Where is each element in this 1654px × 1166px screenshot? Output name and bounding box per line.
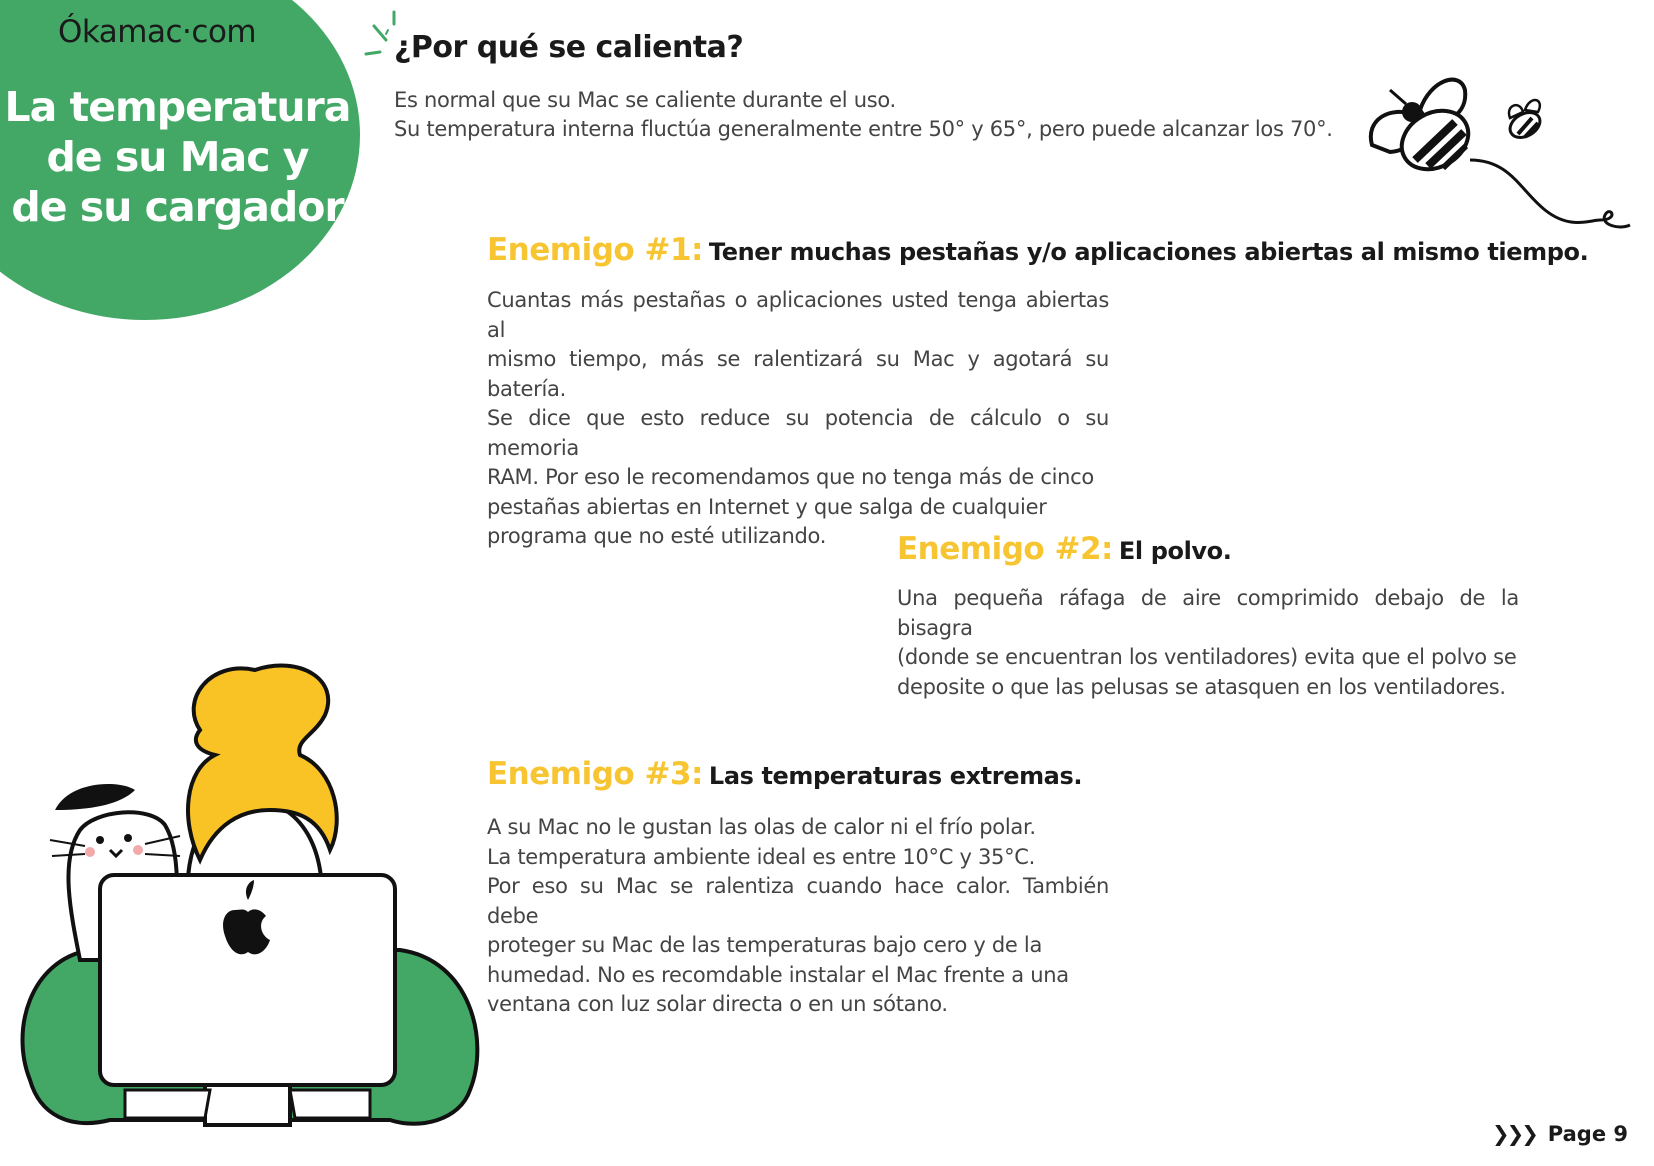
page-title-line-2: de su Mac y: [46, 133, 309, 181]
enemy-3-body: [487, 813, 1109, 1020]
enemy-2-label: Enemigo #2:: [897, 531, 1113, 567]
enemy-2-line-3: deposite o que las pelusas se atasquen en los ventiladores.: [897, 674, 1506, 699]
person-cat-computer-illustration: [0, 660, 500, 1160]
page-title-line-3: de su cargador: [11, 183, 344, 231]
brand-logo-text: Ókamac·com: [58, 14, 257, 50]
page-title-line-1: La temperatura: [4, 83, 351, 131]
enemy-1-heading: [487, 232, 1588, 268]
enemy-1-line-2: mismo tiempo, más se ralentizará su Mac y agotará su batería.: [487, 347, 1109, 401]
enemy-3-heading: [487, 756, 1082, 792]
chevrons-right-icon: ❯❯❯: [1492, 1122, 1536, 1146]
enemy-1-line-4: RAM. Por eso le recomendamos que no tenga más de cinco: [487, 465, 1094, 489]
bees-illustration: [1360, 60, 1640, 250]
enemy-2-line-2: (donde se encuentran los ventiladores) evita que el polvo se: [897, 645, 1517, 669]
enemy-2-title: El polvo.: [1118, 537, 1232, 565]
enemy-1-line-5: pestañas abiertas en Internet y que salga de cualquier: [487, 494, 1047, 519]
intro-line-2: Su temperatura interna fluctúa generalmente entre 50° y 65°, pero puede alcanzar los 70°.: [394, 117, 1333, 141]
enemy-3-line-1: A su Mac no le gustan las olas de calor ni el frío polar.: [487, 815, 1036, 839]
enemy-1-line-3: Se dice que esto reduce su potencia de cálculo o su memoria: [487, 406, 1109, 460]
intro-heading: ¿Por qué se calienta?: [394, 30, 744, 65]
enemy-3-label: Enemigo #3:: [487, 756, 703, 792]
enemy-2-body: [897, 584, 1519, 702]
page-number: Page 9: [1547, 1122, 1628, 1146]
enemy-1-line-1: Cuantas más pestañas o aplicaciones usted tenga abiertas al: [487, 288, 1109, 342]
enemy-1-title: Tener muchas pestañas y/o aplicaciones abiertas al mismo tiempo.: [708, 238, 1589, 266]
enemy-3-title: Las temperaturas extremas.: [708, 762, 1083, 790]
enemy-1-line-6: programa que no esté utilizando.: [487, 524, 827, 548]
enemy-2-heading: [897, 531, 1231, 567]
page-title: [0, 82, 355, 232]
enemy-1-label: Enemigo #1:: [487, 232, 703, 268]
enemy-2-line-1: Una pequeña ráfaga de aire comprimido debajo de la bisagra: [897, 586, 1519, 640]
page-footer: [1492, 1122, 1628, 1146]
enemy-3-line-4: proteger su Mac de las temperaturas bajo cero y de la: [487, 933, 1043, 957]
enemy-3-line-5: humedad. No es recomdable instalar el Mac frente a una: [487, 962, 1069, 987]
intro-line-1: Es normal que su Mac se caliente durante el uso.: [394, 88, 896, 112]
enemy-3-line-3: Por eso su Mac se ralentiza cuando hace calor. También debe: [487, 874, 1109, 928]
enemy-3-line-6: ventana con luz solar directa o en un sótano.: [487, 992, 948, 1016]
enemy-3-line-2: La temperatura ambiente ideal es entre 10°C y 35°C.: [487, 844, 1036, 869]
enemy-1-body: [487, 286, 1109, 552]
